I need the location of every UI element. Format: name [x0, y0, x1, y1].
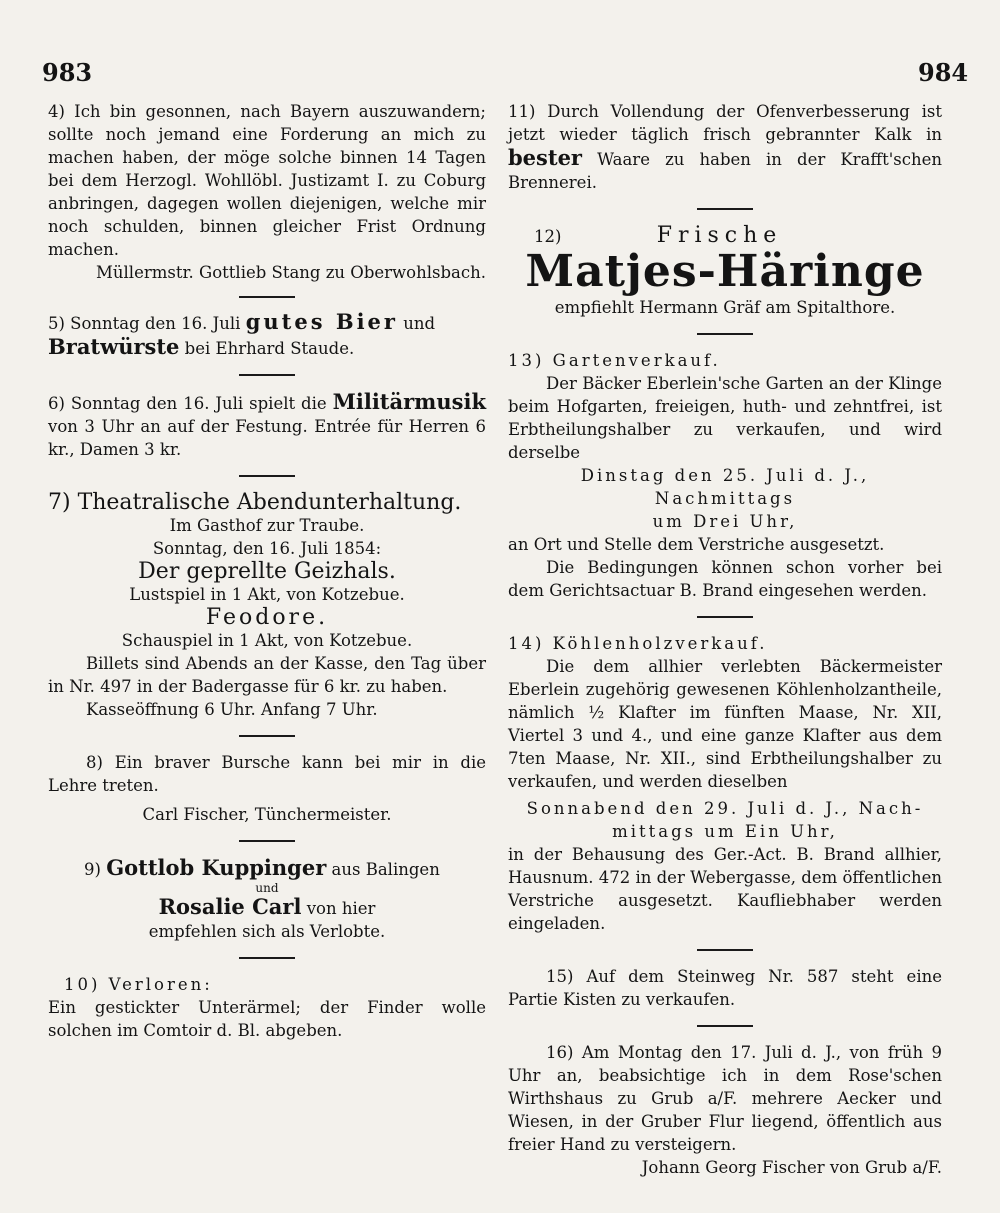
notice-13-conditions: Die Bedingungen können schon vorher bei dem Gerichtsactuar B. Brand eingesehen werden.: [508, 558, 942, 600]
notice-5-pre: 5) Sonntag den 16. Juli: [48, 314, 241, 333]
notice-12-text: empfiehlt Hermann Gräf am Spitalthore.: [554, 298, 896, 317]
separator: [239, 475, 295, 477]
notice-10-text: Ein gestickter Unterärmel; der Finder wolle solchen im Comtoir d. Bl. abgeben.: [48, 998, 486, 1040]
notice-5-beer: gutes Bier: [245, 309, 398, 334]
notice-4-text: 4) Ich bin gesonnen, nach Bayern auszuwandern; sollte noch jemand eine Forderung an mich zu machen haben, der möge solche binnen 14 Tagen bei dem Herzogl. Wohllöbl. Justizamt I. zu Coburg anbringen, dagegen wollen diejenigen, welche mir noch schulden, binnen gleicher Frist Ordnung machen.: [48, 102, 486, 259]
notice-8-text: 8) Ein braver Bursche kann bei mir in die Lehre treten.: [48, 753, 486, 795]
notice-13-place: an Ort und Stelle dem Verstriche ausgesetzt.: [508, 535, 885, 554]
notice-11: [508, 100, 942, 194]
notice-10: [48, 973, 486, 1042]
notice-8: [48, 751, 486, 826]
notice-9-from-1: aus Balingen: [331, 860, 440, 879]
notice-16-signature: Johann Georg Fischer von Grub a/F.: [641, 1158, 942, 1177]
notice-7-times: Kasseöffnung 6 Uhr. Anfang 7 Uhr.: [86, 700, 378, 719]
separator: [697, 1025, 753, 1027]
notice-15: [508, 965, 942, 1011]
notice-12-title: Matjes-Häringe: [525, 246, 925, 297]
notice-10-heading: 10) Verloren:: [64, 975, 213, 994]
notice-14-date-2: mittags um Ein Uhr,: [612, 822, 838, 841]
separator: [239, 957, 295, 959]
separator: [239, 374, 295, 376]
notice-12-frische: Frische: [656, 223, 783, 248]
separator: [239, 840, 295, 842]
notice-4: [48, 100, 486, 284]
page-number-right: 984: [918, 58, 969, 87]
notice-14: [508, 632, 942, 935]
notice-9-from-2: von hier: [306, 899, 376, 918]
separator: [697, 616, 753, 618]
notice-12: [508, 224, 942, 319]
notice-5-sausages: Bratwürste: [48, 334, 180, 359]
left-column: [48, 100, 486, 1042]
notice-13-date-2: um Drei Uhr,: [652, 512, 798, 531]
notice-13: [508, 349, 942, 602]
notice-9-und: und: [255, 881, 279, 895]
notice-13-heading: 13) Gartenverkauf.: [508, 351, 721, 370]
notice-9-name-1: Gottlob Kuppinger: [106, 855, 327, 880]
notice-14-text: Die dem allhier verlebten Bäckermeister Eberlein zugehörig gewesenen Köhlenholzantheile, nämlich ½ Klafter im fünften Maase, Nr. XII, Viertel 3 und 4., und eine ganze Klafter aus dem 7ten Maase, Nr. XII., sind Erbtheilungshalber zu verkaufen, und werden dieselben: [508, 657, 942, 791]
notice-5-mid: und: [403, 314, 436, 333]
notice-16-text: 16) Am Montag den 17. Juli d. J., von früh 9 Uhr an, beabsichtige ich in dem Rose'schen Wirthshaus zu Grub a/F. mehrere Aecker und Wiesen, in der Gruber Flur liegend, öffentlich aus freier Hand zu versteigern.: [508, 1043, 942, 1154]
separator: [697, 208, 753, 210]
notice-9-number: 9): [84, 860, 101, 879]
notice-16: [508, 1041, 942, 1179]
separator: [239, 296, 295, 298]
notice-8-signature: Carl Fischer, Tünchermeister.: [142, 805, 392, 824]
notice-9-text: empfehlen sich als Verlobte.: [148, 922, 386, 941]
notice-5-post: bei Ehrhard Staude.: [184, 339, 355, 358]
separator: [239, 735, 295, 737]
notice-7-play-2-sub: Schauspiel in 1 Akt, von Kotzebue.: [121, 631, 413, 650]
notice-7-heading: 7) Theatralische Abendunterhaltung.: [48, 490, 462, 515]
notice-4-signature: Müllermstr. Gottlieb Stang zu Oberwohlsbach.: [96, 263, 486, 282]
notice-15-text: 15) Auf dem Steinweg Nr. 587 steht eine Partie Kisten zu verkaufen.: [508, 967, 942, 1009]
notice-11-bold: bester: [508, 145, 582, 170]
notice-12-number: 12): [534, 227, 562, 246]
separator: [697, 333, 753, 335]
separator: [697, 949, 753, 951]
notice-6-military-music: Militärmusik: [332, 389, 487, 414]
notice-7-play-1: Der geprellte Geizhals.: [138, 559, 396, 584]
notice-7-venue: Im Gasthof zur Traube.: [169, 516, 365, 535]
page-number-left: 983: [42, 58, 93, 87]
notice-6-post: von 3 Uhr an auf der Festung. Entrée für Herren 6 kr., Damen 3 kr.: [48, 417, 486, 459]
notice-7-date: Sonntag, den 16. Juli 1854:: [152, 539, 382, 558]
notice-14-date-1: Sonnabend den 29. Juli d. J., Nach-: [526, 799, 924, 818]
notice-6-pre: 6) Sonntag den 16. Juli spielt die: [48, 394, 327, 413]
notice-9-name-2: Rosalie Carl: [158, 894, 302, 919]
notice-7-play-1-sub: Lustspiel in 1 Akt, von Kotzebue.: [129, 585, 405, 604]
notice-6: [48, 390, 486, 461]
notice-11-pre: 11) Durch Vollendung der Ofenverbesserung ist jetzt wieder täglich frisch gebrannter Kalk in: [508, 102, 942, 144]
notice-13-text: Der Bäcker Eberlein'sche Garten an der Klinge beim Hofgarten, freieigen, huth- und zehntfrei, ist Erbtheilungshalber zu verkaufen, und wird derselbe: [508, 374, 942, 462]
notice-14-heading: 14) Köhlenholzverkauf.: [508, 634, 768, 653]
notice-5: [48, 310, 486, 360]
notice-14-place: in der Behausung des Ger.-Act. B. Brand allhier, Hausnum. 472 in der Webergasse, dem öffentlichen Verstriche ausgesetzt. Kaufliebhaber werden eingeladen.: [508, 845, 942, 933]
notice-7: [48, 491, 486, 721]
notice-11-post: Waare zu haben in der Krafft'schen Brennerei.: [508, 150, 942, 192]
notice-13-date-1: Dinstag den 25. Juli d. J., Nachmittags: [580, 466, 870, 508]
right-column: [508, 100, 942, 1179]
notice-9: [48, 856, 486, 943]
notice-7-play-2: Feodore.: [205, 605, 329, 630]
notice-7-tickets: Billets sind Abends an der Kasse, den Tag über in Nr. 497 in der Badergasse für 6 kr. zu haben.: [48, 654, 486, 696]
